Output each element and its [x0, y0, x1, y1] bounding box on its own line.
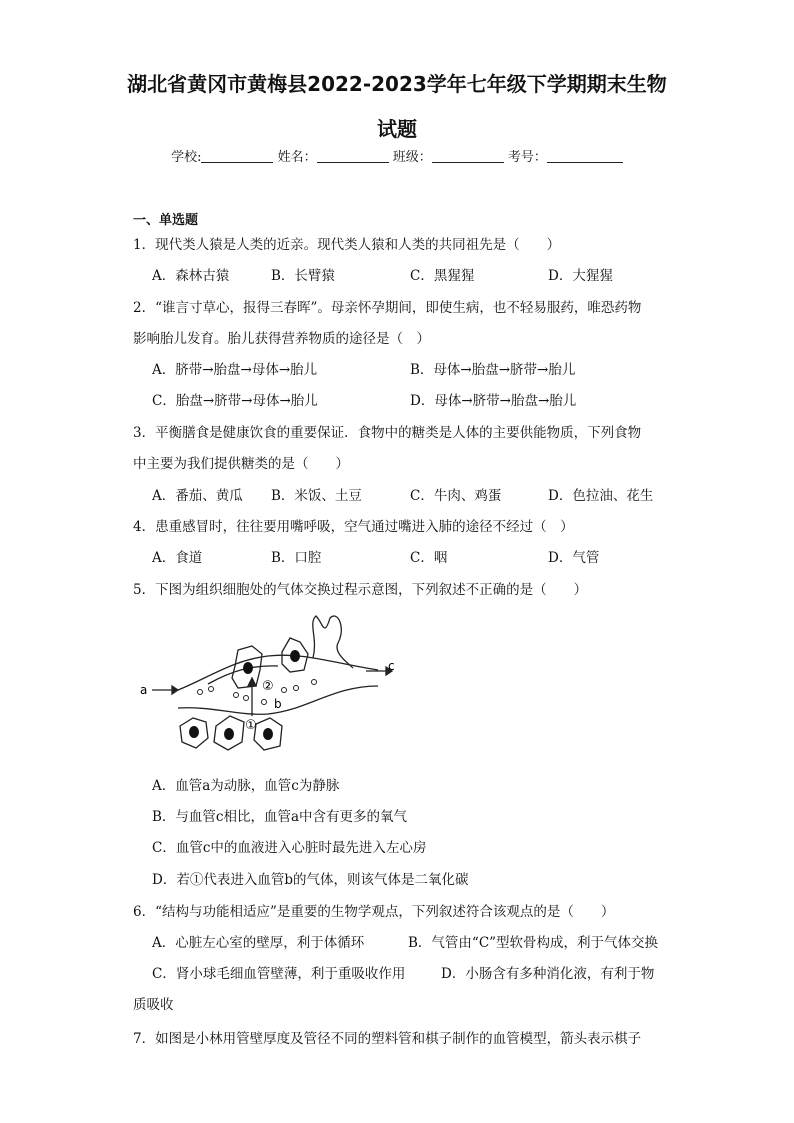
q5-option-d: D．若①代表进入血管b的气体，则该气体是二氧化碳 — [152, 872, 469, 888]
q6-stem: 6．“结构与功能相适应”是重要的生物学观点，下列叙述符合该观点的是（ ） — [133, 904, 615, 920]
q4-option-a: A．食道 — [152, 550, 203, 566]
q6-option-d-line2: 质吸收 — [133, 997, 174, 1013]
q1-stem: 1．现代类人猿是人类的近亲。现代类人猿和人类的共同祖先是（ ） — [133, 237, 561, 253]
id-label: 考号： — [507, 150, 547, 165]
q2-option-d: D．母体→脐带→胎盘→胎儿 — [410, 393, 577, 409]
q4-option-b: B．口腔 — [271, 550, 322, 566]
q7-stem: 7．如图是小林用管壁厚度及管径不同的塑料管和棋子制作的血管模型，箭头表示棋子 — [133, 1031, 642, 1047]
q1-option-a: A．森林古猿 — [152, 268, 230, 284]
student-info-row — [0, 146, 794, 165]
q3-stem-line2: 中主要为我们提供糖类的是（ ） — [133, 456, 349, 472]
q2-option-a: A．脐带→胎盘→母体→胎儿 — [152, 362, 318, 378]
q6-option-b: B．气管由“C”型软骨构成，利于气体交换 — [408, 935, 659, 951]
class-blank — [432, 148, 504, 163]
name-label: 姓名： — [277, 150, 317, 165]
gas-exchange-diagram — [138, 608, 398, 758]
exam-title-line1: 湖北省黄冈市黄梅县2022-2023学年七年级下学期期末生物 — [127, 72, 667, 96]
q3-option-a: A．番茄、黄瓜 — [152, 488, 243, 504]
section-heading: 一、单选题 — [133, 213, 199, 228]
exam-title-line2: 试题 — [377, 117, 417, 141]
school-label: 学校: — [171, 150, 202, 165]
q1-option-c: C．黑猩猩 — [410, 268, 475, 284]
id-blank — [547, 148, 623, 163]
q6-option-d-line1: D．小肠含有多种消化液，有利于物 — [441, 966, 655, 982]
class-label: 班级： — [392, 150, 432, 165]
q6-option-a: A．心脏左心室的壁厚，利于体循环 — [152, 935, 365, 951]
school-blank — [201, 148, 273, 163]
q5-option-b: B．与血管c相比，血管a中含有更多的氧气 — [152, 809, 408, 825]
diagram-label-c: c — [388, 659, 395, 673]
q4-stem: 4．患重感冒时，往往要用嘴呼吸，空气通过嘴进入肺的途径不经过（ ） — [133, 519, 574, 535]
q5-stem: 5．下图为组织细胞处的气体交换过程示意图，下列叙述不正确的是（ ） — [133, 582, 588, 598]
q2-stem-line1: 2．“谁言寸草心，报得三春晖”。母亲怀孕期间，即使生病，也不轻易服药，唯恐药物 — [133, 300, 642, 316]
q1-option-b: B．长臂猿 — [271, 268, 335, 284]
q6-option-c: C．肾小球毛细血管壁薄，利于重吸收作用 — [152, 966, 406, 982]
q5-option-a: A．血管a为动脉，血管c为静脉 — [152, 778, 340, 794]
q2-stem-line2: 影响胎儿发育。胎儿获得营养物质的途径是（ ） — [133, 331, 430, 347]
q4-option-c: C．咽 — [410, 550, 448, 566]
q5-option-c: C．血管c中的血液进入心脏时最先进入左心房 — [152, 840, 427, 856]
name-blank — [317, 148, 389, 163]
q4-option-d: D．气管 — [548, 550, 600, 566]
diagram-label-2: ② — [262, 679, 274, 694]
q3-stem-line1: 3．平衡膳食是健康饮食的重要保证．食物中的糖类是人体的主要供能物质，下列食物 — [133, 425, 642, 441]
diagram-label-a: a — [140, 683, 148, 697]
q2-option-c: C．胎盘→脐带→母体→胎儿 — [152, 393, 318, 409]
diagram-label-b: b — [274, 697, 282, 711]
q3-option-d: D．色拉油、花生 — [548, 488, 654, 504]
q3-option-c: C．牛肉、鸡蛋 — [410, 488, 502, 504]
q1-option-d: D．大猩猩 — [548, 268, 613, 284]
diagram-label-1: ① — [245, 718, 257, 733]
q2-option-b: B．母体→胎盘→脐带→胎儿 — [410, 362, 576, 378]
q3-option-b: B．米饭、土豆 — [271, 488, 362, 504]
